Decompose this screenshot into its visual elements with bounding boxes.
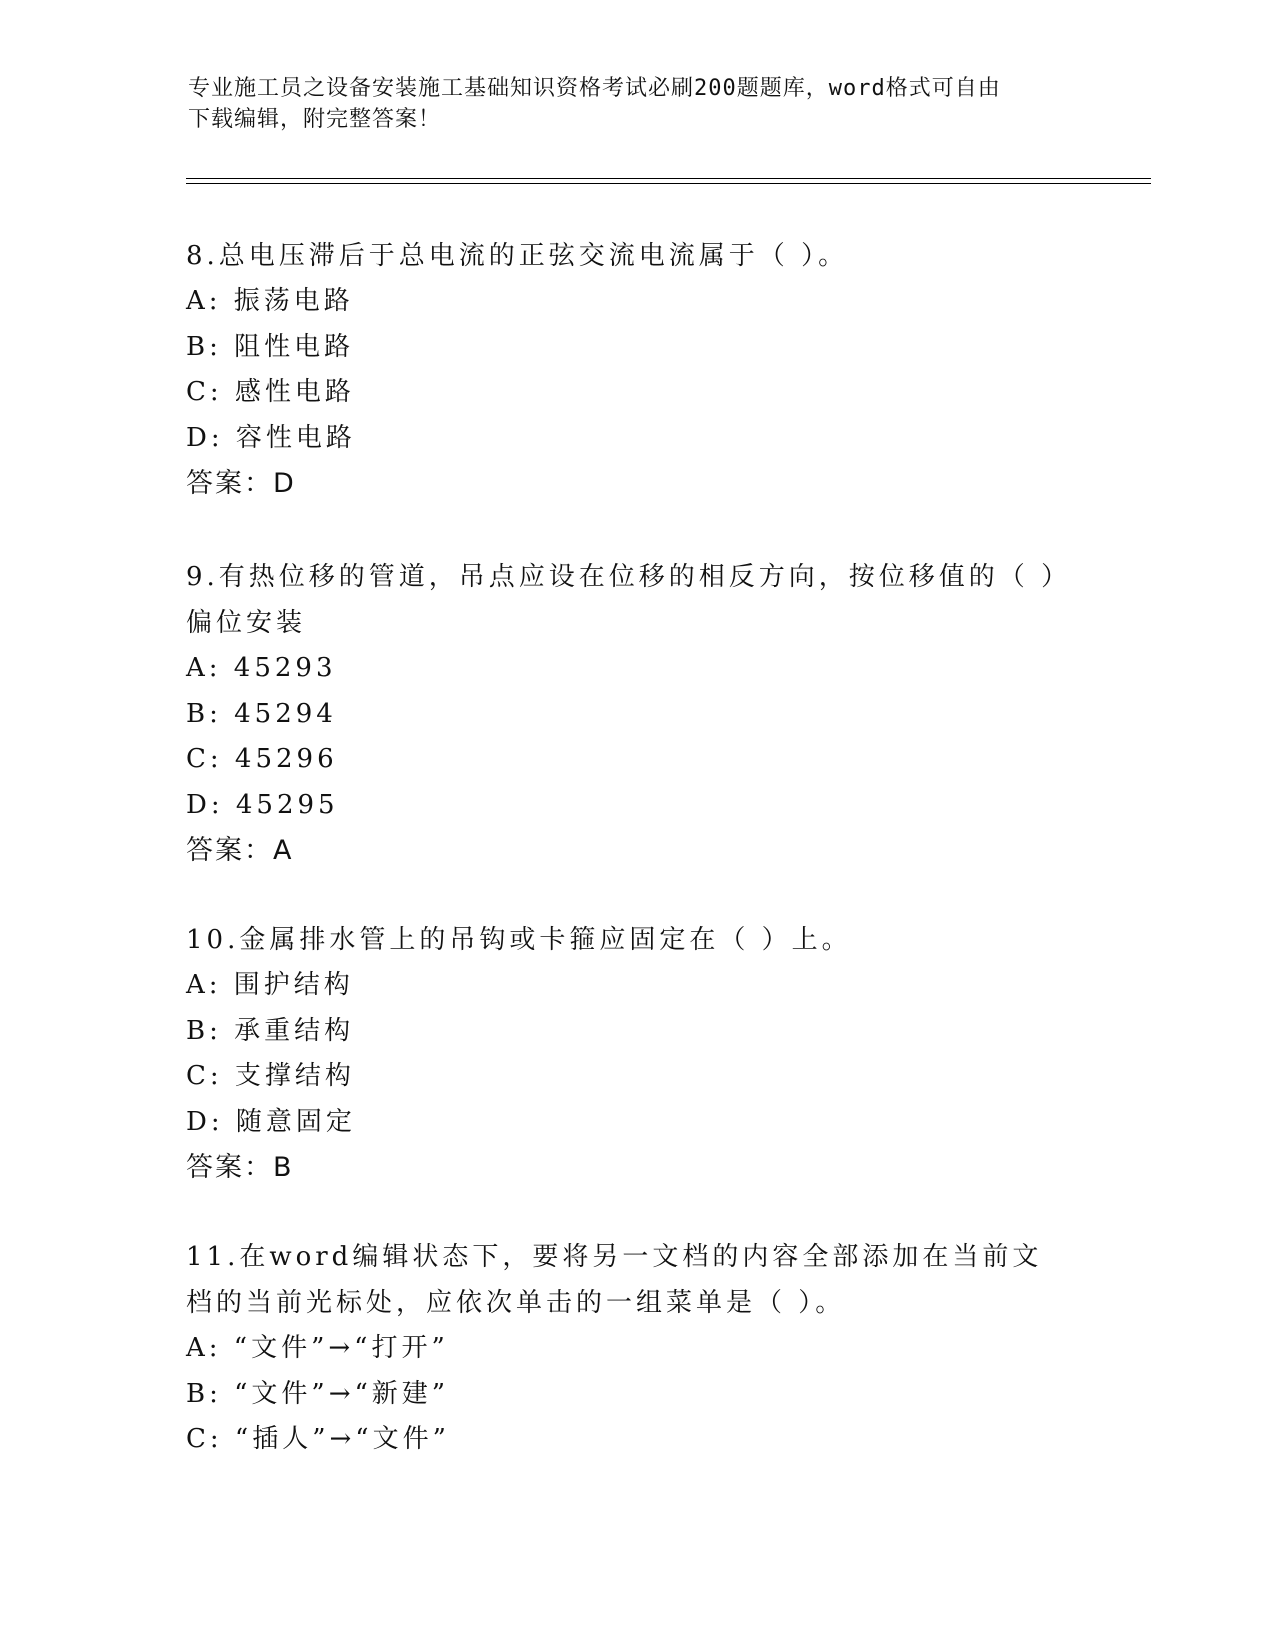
question-stem: 8.总电压滞后于总电流的正弦交流电流属于（ ）。 <box>186 241 849 271</box>
option-d: D: 45295 <box>186 789 339 820</box>
question-10 <box>186 917 1086 1191</box>
question-stem: 9.有热位移的管道，吊点应设在位移的相反方向，按位移值的（ ）偏位安装 <box>186 562 1059 638</box>
option-c: C: 感性电路 <box>186 377 355 407</box>
option-b: B: 45294 <box>186 698 337 729</box>
header-title-line-1: 专业施工员之设备安装施工基础知识资格考试必刷200题题库，word格式可自由 <box>188 76 1001 101</box>
option-c: C: 45296 <box>186 744 338 774</box>
option-d: D: 随意固定 <box>186 1106 356 1137</box>
header-divider-bottom <box>186 183 1151 184</box>
answer-line: 答案：B <box>186 1152 294 1183</box>
option-a: A: 振荡电路 <box>186 286 354 316</box>
document-header <box>188 73 1068 135</box>
question-stem: 11.在word编辑状态下，要将另一文档的内容全部添加在当前文档的当前光标处，应依次单击的一组菜单是（ ）。 <box>186 1242 1043 1318</box>
answer-line: 答案：D <box>186 468 296 499</box>
question-11 <box>186 1234 1066 1463</box>
option-c: C: “插人”→“文件” <box>186 1424 450 1454</box>
option-a: A: 45293 <box>186 653 337 683</box>
option-b: B: “文件”→“新建” <box>186 1378 450 1409</box>
header-divider-top <box>186 178 1151 179</box>
option-a: A: 围护结构 <box>186 970 354 1000</box>
question-stem: 10.金属排水管上的吊钩或卡箍应固定在（ ）上。 <box>186 925 852 955</box>
option-b: B: 阻性电路 <box>186 331 355 362</box>
option-d: D: 容性电路 <box>186 422 356 453</box>
question-8 <box>186 233 1086 507</box>
question-9 <box>186 554 1066 874</box>
header-title-line-2: 下载编辑，附完整答案！ <box>188 107 442 132</box>
answer-line: 答案：A <box>186 835 294 866</box>
option-a: A: “文件”→“打开” <box>186 1333 449 1363</box>
option-b: B: 承重结构 <box>186 1015 355 1046</box>
option-c: C: 支撑结构 <box>186 1061 355 1091</box>
